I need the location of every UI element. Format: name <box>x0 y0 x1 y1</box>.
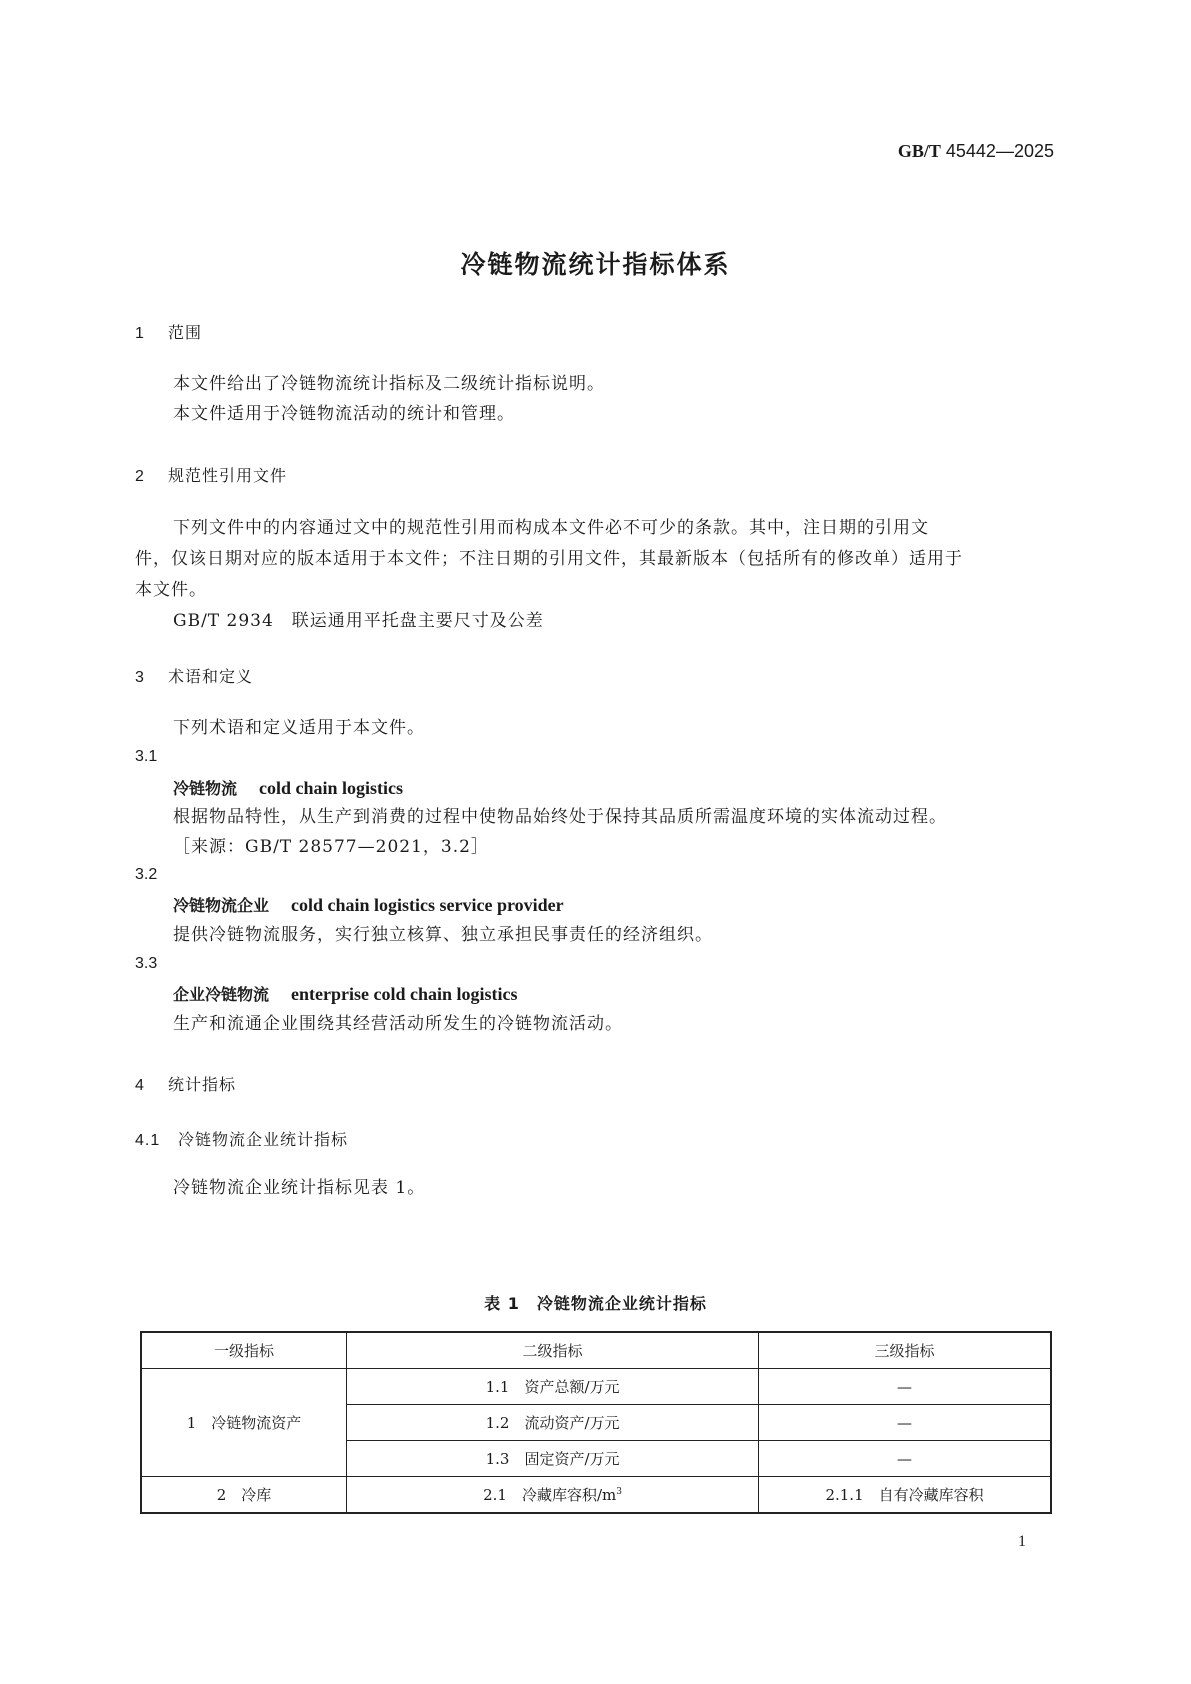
page-number: 1 <box>1018 1533 1026 1550</box>
standard-code-prefix: GB/T <box>897 141 941 161</box>
term-zh: 冷链物流企业 <box>173 896 270 915</box>
section-2-para-line-3: 本文件。 <box>135 580 207 600</box>
table-row <box>141 1477 1051 1514</box>
term-en: enterprise cold chain logistics <box>291 984 518 1004</box>
section-2-heading <box>135 463 287 486</box>
term-definition: 生产和流通企业围绕其经营活动所发生的冷链物流活动。 <box>173 1014 623 1034</box>
term-number: 3.2 <box>135 866 158 883</box>
table-cell-text: 2.1 冷藏库容积/m <box>483 1486 617 1504</box>
table-cell: 2.1.1 自有冷藏库容积 <box>759 1477 1051 1514</box>
term-en: cold chain logistics service provider <box>291 895 564 915</box>
term-definition: 根据物品特性，从生产到消费的过程中使物品始终处于保持其品质所需温度环境的实体流动过程。 <box>173 807 947 827</box>
standard-code <box>898 141 1054 162</box>
section-3-heading <box>135 664 253 687</box>
table-row <box>141 1369 1051 1405</box>
section-1-para-1: 本文件给出了冷链物流统计指标及二级统计指标说明。 <box>173 374 605 394</box>
table-cell: 1.3 固定资产/万元 <box>347 1441 759 1477</box>
section-3-intro: 下列术语和定义适用于本文件。 <box>173 718 425 738</box>
section-number: 3 <box>135 669 145 686</box>
section-title: 统计指标 <box>168 1075 237 1094</box>
subsection-title: 冷链物流企业统计指标 <box>178 1130 349 1149</box>
subsection-4-1-heading <box>135 1127 348 1150</box>
table-cell: 1.1 资产总额/万元 <box>347 1369 759 1405</box>
section-title: 规范性引用文件 <box>168 466 288 485</box>
section-4-heading <box>135 1072 236 1095</box>
document-title: 冷链物流统计指标体系 <box>460 250 731 279</box>
section-1-para-2: 本文件适用于冷链物流活动的统计和管理。 <box>173 404 515 424</box>
section-1-heading <box>135 320 202 343</box>
subsection-4-1-para: 冷链物流企业统计指标见表 1。 <box>173 1178 426 1198</box>
table-header: 二级指标 <box>347 1332 759 1369</box>
table-cell <box>347 1477 759 1514</box>
section-number: 2 <box>135 468 145 485</box>
table-caption: 表 1 冷链物流企业统计指标 <box>484 1294 707 1313</box>
statistics-table <box>140 1331 1052 1514</box>
term-en: cold chain logistics <box>259 778 404 798</box>
term-number: 3.1 <box>135 748 158 765</box>
section-title: 范围 <box>168 323 203 342</box>
term-number: 3.3 <box>135 955 158 972</box>
section-number: 1 <box>135 325 145 342</box>
section-number: 4 <box>135 1077 145 1094</box>
term-source: ［来源：GB/T 28577—2021，3.2］ <box>173 837 489 857</box>
subsection-number: 4.1 <box>135 1132 161 1149</box>
table-cell: — <box>759 1405 1051 1441</box>
table-cell: 1.2 流动资产/万元 <box>347 1405 759 1441</box>
term-zh: 冷链物流 <box>173 779 238 798</box>
term-zh: 企业冷链物流 <box>173 985 270 1004</box>
term-entry <box>173 776 403 799</box>
term-entry <box>173 982 518 1005</box>
table-cell: 1 冷链物流资产 <box>141 1369 347 1477</box>
superscript: 3 <box>616 1487 622 1497</box>
section-title: 术语和定义 <box>168 667 254 686</box>
table-cell: — <box>759 1369 1051 1405</box>
table-cell: — <box>759 1441 1051 1477</box>
table-cell: 2 冷库 <box>141 1477 347 1514</box>
standard-code-number: 45442—2025 <box>945 141 1054 161</box>
term-entry <box>173 893 564 916</box>
table-header: 一级指标 <box>141 1332 347 1369</box>
normative-reference: GB/T 2934 联运通用平托盘主要尺寸及公差 <box>173 611 544 631</box>
term-definition: 提供冷链物流服务，实行独立核算、独立承担民事责任的经济组织。 <box>173 925 713 945</box>
table-header-row <box>141 1332 1051 1369</box>
section-2-para-line-1: 下列文件中的内容通过文中的规范性引用而构成本文件必不可少的条款。其中，注日期的引用文 <box>173 518 929 538</box>
table-header: 三级指标 <box>759 1332 1051 1369</box>
section-2-para-line-2: 件，仅该日期对应的版本适用于本文件；不注日期的引用文件，其最新版本（包括所有的修改单）适用于 <box>135 549 963 569</box>
